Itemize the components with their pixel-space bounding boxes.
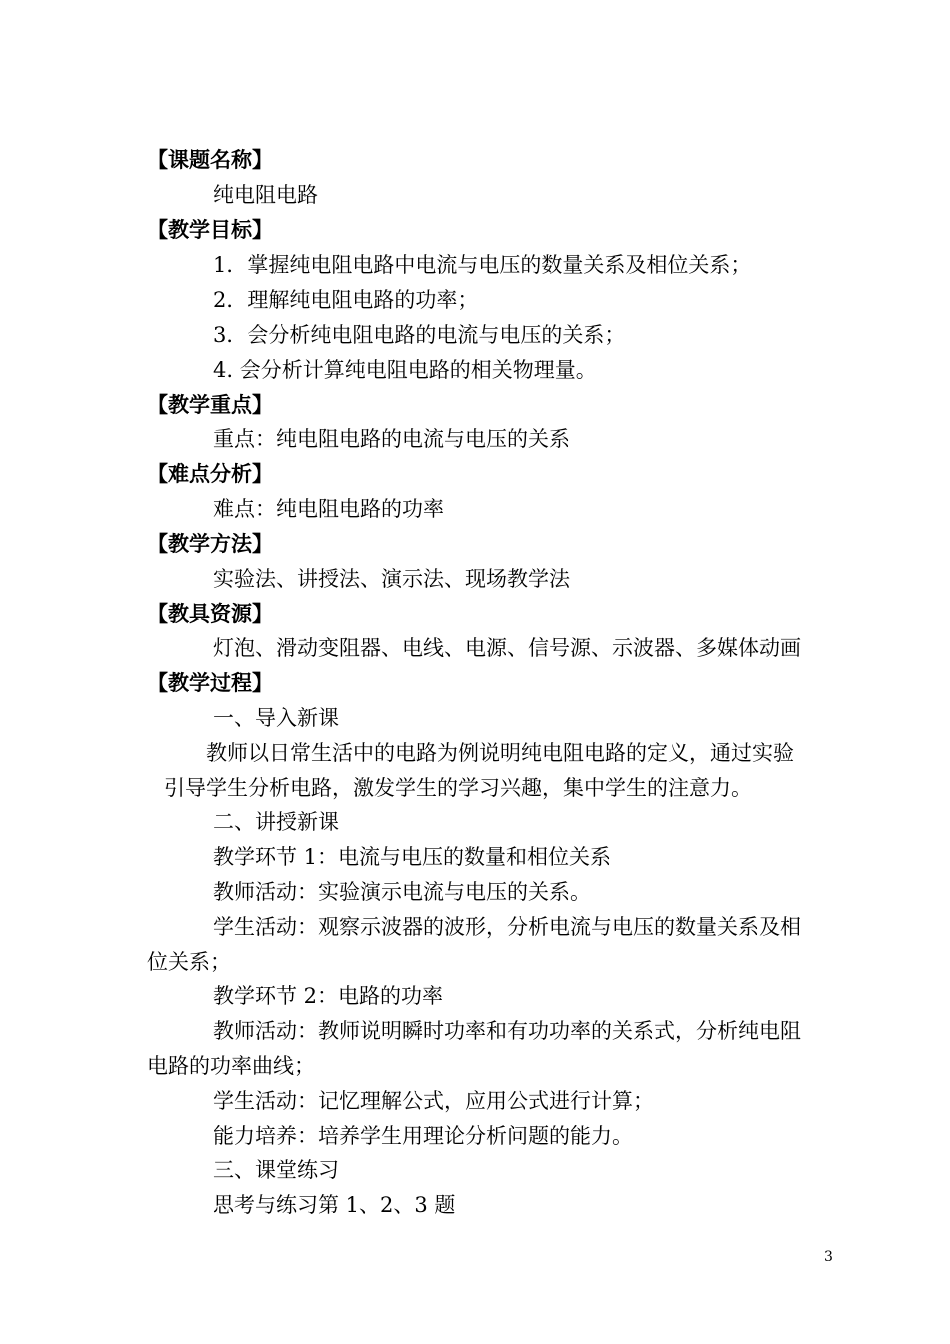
- step1-student-activity-line1: 学生活动：观察示波器的波形，分析电流与电压的数量关系及相: [213, 915, 801, 939]
- process-part1-text-line1: 教师以日常生活中的电路为例说明纯电阻电路的定义，通过实验: [206, 741, 794, 765]
- goal-item-4: 4. 会分析计算纯电阻电路的相关物理量。: [213, 358, 597, 382]
- step1-title: 教学环节 1：电流与电压的数量和相位关系: [213, 845, 612, 869]
- resources-value: 灯泡、滑动变阻器、电线、电源、信号源、示波器、多媒体动画: [213, 636, 801, 660]
- goal-item-2: 2．理解纯电阻电路的功率；: [213, 288, 479, 312]
- step2-title: 教学环节 2：电路的功率: [213, 984, 444, 1008]
- step2-student-activity: 学生活动：记忆理解公式，应用公式进行计算；: [213, 1089, 654, 1113]
- process-part3-title: 三、课堂练习: [213, 1158, 339, 1182]
- step1-teacher-activity: 教师活动：实验演示电流与电压的关系。: [213, 880, 591, 904]
- process-part3-text: 思考与练习第 1、2、3 题: [213, 1193, 456, 1217]
- process-part2-title: 二、讲授新课: [213, 810, 339, 834]
- step2-teacher-activity-line2: 电路的功率曲线；: [147, 1054, 315, 1078]
- heading-title: 【课题名称】: [147, 148, 273, 172]
- heading-method: 【教学方法】: [147, 532, 273, 556]
- step2-ability-training: 能力培养：培养学生用理论分析问题的能力。: [213, 1124, 633, 1148]
- process-part1-text-line2: 引导学生分析电路，激发学生的学习兴趣，集中学生的注意力。: [164, 776, 752, 800]
- heading-difficulty: 【难点分析】: [147, 462, 273, 486]
- title-value: 纯电阻电路: [213, 183, 318, 207]
- process-part1-title: 一、导入新课: [213, 706, 339, 730]
- heading-process: 【教学过程】: [147, 671, 273, 695]
- goal-item-3: 3．会分析纯电阻电路的电流与电压的关系；: [213, 323, 626, 347]
- heading-key-points: 【教学重点】: [147, 393, 273, 417]
- difficulty-value: 难点：纯电阻电路的功率: [213, 497, 444, 521]
- step2-teacher-activity-line1: 教师活动：教师说明瞬时功率和有功功率的关系式，分析纯电阻: [213, 1019, 801, 1043]
- page-number: 3: [824, 1249, 833, 1265]
- heading-goals: 【教学目标】: [147, 218, 273, 242]
- key-points-value: 重点：纯电阻电路的电流与电压的关系: [213, 427, 570, 451]
- step1-student-activity-line2: 位关系；: [147, 950, 231, 974]
- heading-resources: 【教具资源】: [147, 602, 273, 626]
- method-value: 实验法、讲授法、演示法、现场教学法: [213, 567, 570, 591]
- goal-item-1: 1．掌握纯电阻电路中电流与电压的数量关系及相位关系；: [213, 253, 752, 277]
